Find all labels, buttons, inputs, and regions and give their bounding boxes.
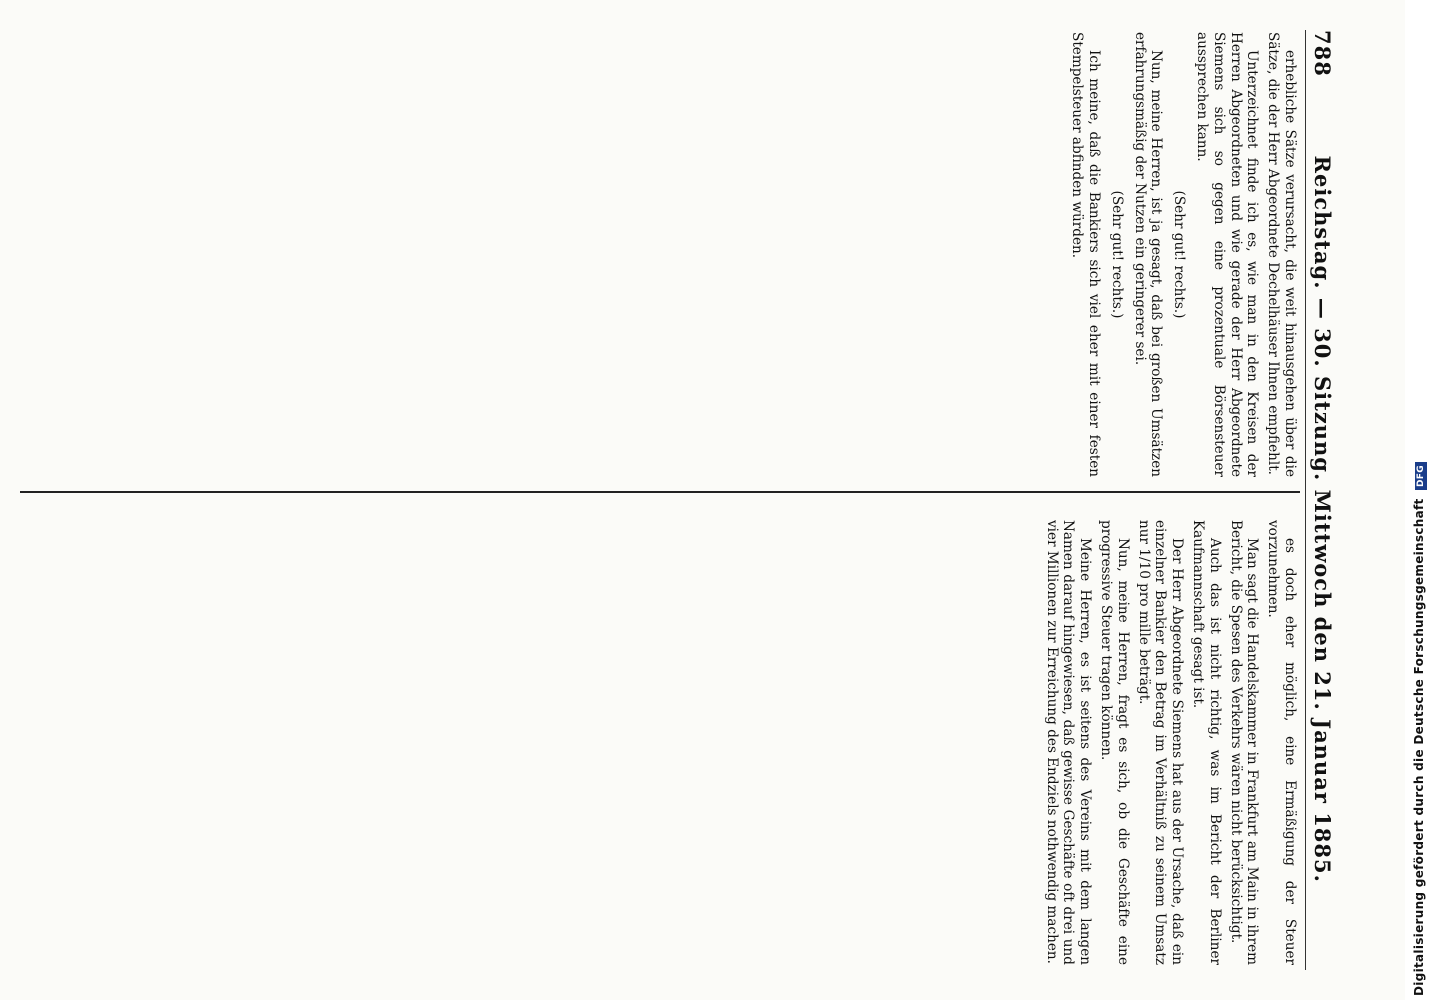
- paragraph: erhebliche Sätze verursacht, die weit hinausgehen über die Sätze, die der Herr Abgeordnete Dechelhäuser Ihnen empfiehlt.: [1265, 32, 1298, 477]
- right-column: [28, 520, 1298, 965]
- paragraph: Nun, meine Herren, fragt es sich, ob die Geschäfte eine progressive Steuer tragen können.: [1098, 520, 1131, 965]
- paragraph: Nun, meine Herren, ist ja gesagt, daß bei großen Umsätzen erfahrungsmäßig der Nutzen ein geringerer sei.: [1131, 32, 1165, 477]
- paragraph: Auch das ist nicht richtig, was im Bericht der Berliner Kaufmannschaft gesagt ist.: [1190, 520, 1223, 965]
- paragraph: Unterzeichnet finde ich es, wie man in den Kreisen der Herren Abgeordneten und wie gerade der Herr Abgeordnete Siemens sich so gegen eine prozentuale Börsensteuer aussprechen kann.: [1194, 32, 1261, 477]
- header-spacer: [1311, 962, 1336, 970]
- column-divider: [20, 491, 1300, 493]
- digitization-credit: [1412, 0, 1427, 996]
- paragraph: Der Herr Abgeordnete Siemens hat aus der Ursache, daß ein einzelner Bankier den Betrag im Verhältniß zu seinem Umsatz nur 1/10 pro mille beträgt.: [1135, 520, 1186, 965]
- credit-text: Digitalisierung gefördert durch die Deutsche Forschungsgemeinschaft: [1412, 498, 1426, 996]
- page-number: 788: [1310, 30, 1336, 77]
- paragraph: Man sagt die Handelskammer in Frankfurt am Main in ihrem Bericht, die Spesen des Verkehrs wären nicht berücksichtigt.: [1227, 520, 1261, 965]
- paragraph: es doch eher möglich, eine Ermäßigung der Steuer vorzunehmen.: [1265, 520, 1298, 965]
- interjection: (Sehr gut! rechts.): [1171, 190, 1188, 319]
- interjection: (Sehr gut! rechts.): [1108, 190, 1125, 319]
- paragraph: Ich meine, daß die Bankiers sich viel eher mit einer festen Stempelsteuer abfinden würden.: [1069, 32, 1103, 477]
- left-column: [28, 32, 1298, 477]
- dfg-logo: DFG: [1415, 462, 1427, 490]
- paragraph: Meine Herren, es ist seitens des Vereins mit dem langen Namen darauf hingewiesen, daß gewisse Geschäfte oft drei und vier Millionen zur Erreichung des Endziels nothwendig machen.: [1043, 520, 1094, 965]
- page-title: Reichstag. — 30. Sitzung. Mittwoch den 21. Januar 1885.: [1310, 155, 1336, 883]
- page-header: [1305, 30, 1340, 970]
